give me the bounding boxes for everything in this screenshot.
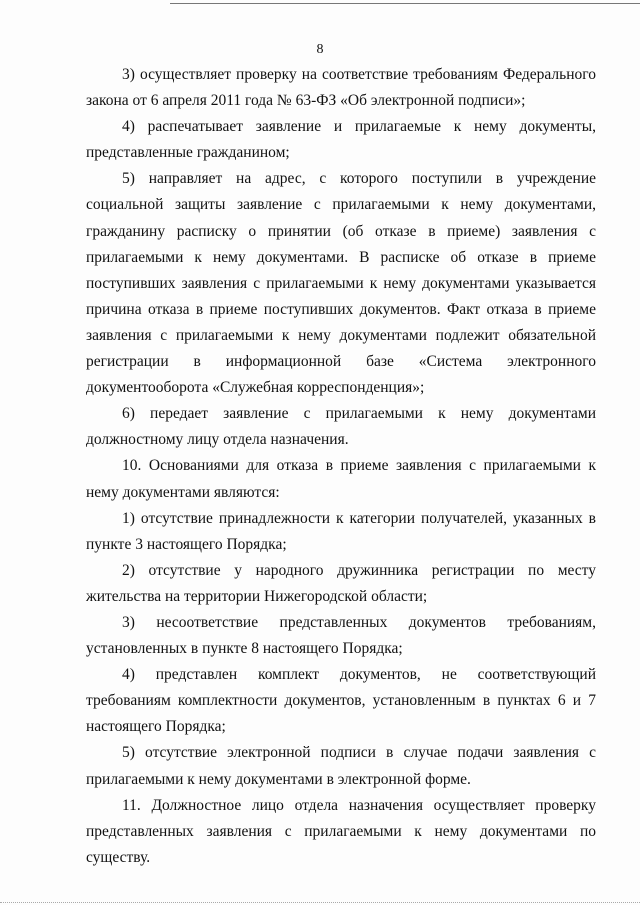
paragraph-reason-4: 4) представлен комплект документов, не соответствующий требованиям комплектности документов, установленным в пунктах 6 и 7 настоящего Порядка;: [86, 666, 596, 736]
paragraph-item-5: 5) направляет на адрес, с которого поступили в учреждение социальной защиты заявление с прилагаемыми к нему документами, гражданину расписку о принятии (об отказе в приеме) заявления с прилагаемыми к нему документами. В расписке об отказе в приеме поступивших заявления с прилагаемыми к нему документами указывается причина отказа в приеме поступивших документов. Факт отказа в приеме заявления с прилагаемыми к нему документами подлежит обязательной регистрации в информационной базе «Система электронного документооборота «Служебная корреспонденция»;: [86, 170, 596, 397]
paragraph-reason-5: 5) отсутствие электронной подписи в случае подачи заявления с прилагаемыми к нему документами в электронной форме.: [86, 744, 596, 788]
paragraph-reason-3: 3) несоответствие представленных документов требованиям, установленных в пункте 8 настоящего Порядка;: [86, 613, 596, 658]
paragraph-reason-1: 1) отсутствие принадлежности к категории получателей, указанных в пункте 3 настоящего Порядка;: [86, 509, 596, 553]
page-number: 8: [316, 42, 324, 57]
paragraph-section-10: 10. Основаниями для отказа в приеме заявления с прилагаемыми к нему документами являются:: [86, 457, 596, 501]
paragraph-reason-2: 2) отсутствие у народного дружинника регистрации по месту жительства на территории Нижегородской области;: [86, 561, 596, 605]
document-body: [86, 62, 596, 871]
paragraph-item-3: 3) осуществляет проверку на соответствие требованиям Федерального закона от 6 апреля 2011 года № 63-ФЗ «Об электронной подписи»;: [86, 66, 596, 110]
bottom-edge-line: [0, 902, 640, 903]
paragraph-item-6: 6) передает заявление с прилагаемыми к нему документами должностному лицу отдела назначения.: [86, 405, 596, 449]
top-edge-line: [170, 3, 640, 4]
paragraph-item-4: 4) распечатывает заявление и прилагаемые к нему документы, представленные гражданином;: [86, 118, 596, 162]
paragraph-section-11: 11. Должностное лицо отдела назначения осуществляет проверку представленных заявления с прилагаемыми к нему документами по существу.: [86, 796, 596, 866]
